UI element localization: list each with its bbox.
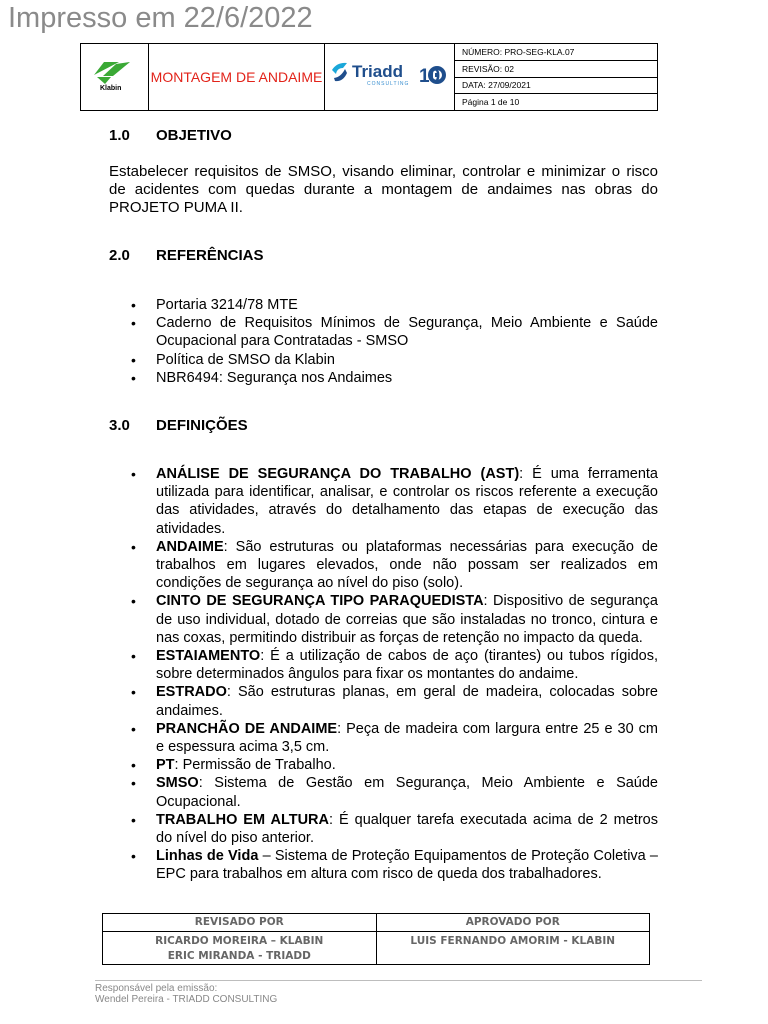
footer-line-1: Responsável pela emissão: (95, 983, 218, 994)
referencias-list (109, 296, 658, 387)
section-heading-referencias: 2.0 REFERÊNCIAS (109, 247, 264, 264)
printed-stamp: Impresso em 22/6/2022 (8, 2, 313, 34)
list-item: • SMSO: Sistema de Gestão em Segurança, Meio Ambiente e Saúde Ocupacional. (109, 774, 658, 810)
list-item: • TRABALHO EM ALTURA: É qualquer tarefa executada acima de 2 metros do nível do piso anterior. (109, 811, 658, 847)
section-heading-definicoes: 3.0 DEFINIÇÕES (109, 417, 248, 434)
list-item: • Portaria 3214/78 MTE (109, 296, 658, 314)
list-item: • ESTAIAMENTO: É a utilização de cabos de aço (tirantes) ou tubos rígidos, sobre determinados ângulos para fixar os montantes do andaime. (109, 647, 658, 683)
klabin-leaf-icon (81, 44, 147, 110)
list-item: • PRANCHÃO DE ANDAIME: Peça de madeira com largura entre 25 e 30 cm e espessura acima 3,5 cm. (109, 720, 658, 756)
doc-page: Página 1 de 10 (462, 97, 520, 108)
document-meta (455, 44, 657, 110)
list-item: • CINTO DE SEGURANÇA TIPO PARAQUEDISTA: Dispositivo de segurança de uso individual, dotado de correias que são instaladas no tronco, cintura e nas coxas, permitindo distribuir as forças de retenção no impacto da queda. (109, 592, 658, 647)
objetivo-paragraph: Estabelecer requisitos de SMSO, visando eliminar, controlar e minimizar o risco de acidentes com quedas durante a montagem de andaimes nas obras do PROJETO PUMA II. (109, 163, 658, 216)
aprovado-names: LUIS FERNANDO AMORIM - KLABIN (376, 932, 650, 964)
footer-divider (95, 980, 702, 981)
triadd-subtitle: CONSULTING (367, 81, 410, 87)
list-item: • ANÁLISE DE SEGURANÇA DO TRABALHO (AST): É uma ferramenta utilizada para identificar, analisar, e controlar os riscos referente a execução das atividades, através do detalhamento das etapas de execução das atividades. (109, 465, 658, 538)
document-title: MONTAGEM DE ANDAIME (149, 44, 325, 110)
aprovado-label: APROVADO POR (376, 914, 650, 931)
list-item: • ESTRADO: São estruturas planas, em geral de madeira, colocadas sobre andaimes. (109, 683, 658, 719)
list-item: • ANDAIME: São estruturas ou plataformas necessárias para execução de trabalhos em lugares elevados, onde não possam ser realizados em condições de segurança ao nível do piso (solo). (109, 538, 658, 593)
list-item: • PT: Permissão de Trabalho. (109, 756, 658, 774)
list-item: • Política de SMSO da Klabin (109, 351, 658, 369)
doc-number: NÚMERO: PRO-SEG-KLA.07 (455, 44, 657, 61)
klabin-logo (81, 44, 149, 110)
footer (95, 983, 277, 1005)
list-item: • Linhas de Vida – Sistema de Proteção Equipamentos de Proteção Coletiva – EPC para trabalhos em altura com risco de queda dos trabalhadores. (109, 847, 658, 883)
doc-date: DATA: 27/09/2021 (455, 78, 657, 95)
definicoes-list (109, 465, 658, 884)
section-heading-objetivo: 1.0 OBJETIVO (109, 127, 232, 144)
list-item: • NBR6494: Segurança nos Andaimes (109, 369, 658, 387)
anniversary-badge: 10 (419, 66, 441, 87)
doc-revision: REVISÃO: 02 (455, 61, 657, 78)
list-item: • Caderno de Requisitos Mínimos de Segurança, Meio Ambiente e Saúde Ocupacional para Contratadas - SMSO (109, 314, 658, 350)
revisado-label: REVISADO POR (194, 916, 284, 928)
triadd-wordmark: Triadd (352, 62, 404, 81)
approval-table (102, 913, 650, 965)
klabin-wordmark: Klabin (100, 85, 122, 92)
footer-line-2: Wendel Pereira - TRIADD CONSULTING (95, 994, 278, 1005)
triadd-logo (325, 44, 455, 110)
revisado-names: RICARDO MOREIRA – KLABIN ERIC MIRANDA - TRIADD (155, 935, 324, 962)
document-header (80, 43, 658, 111)
